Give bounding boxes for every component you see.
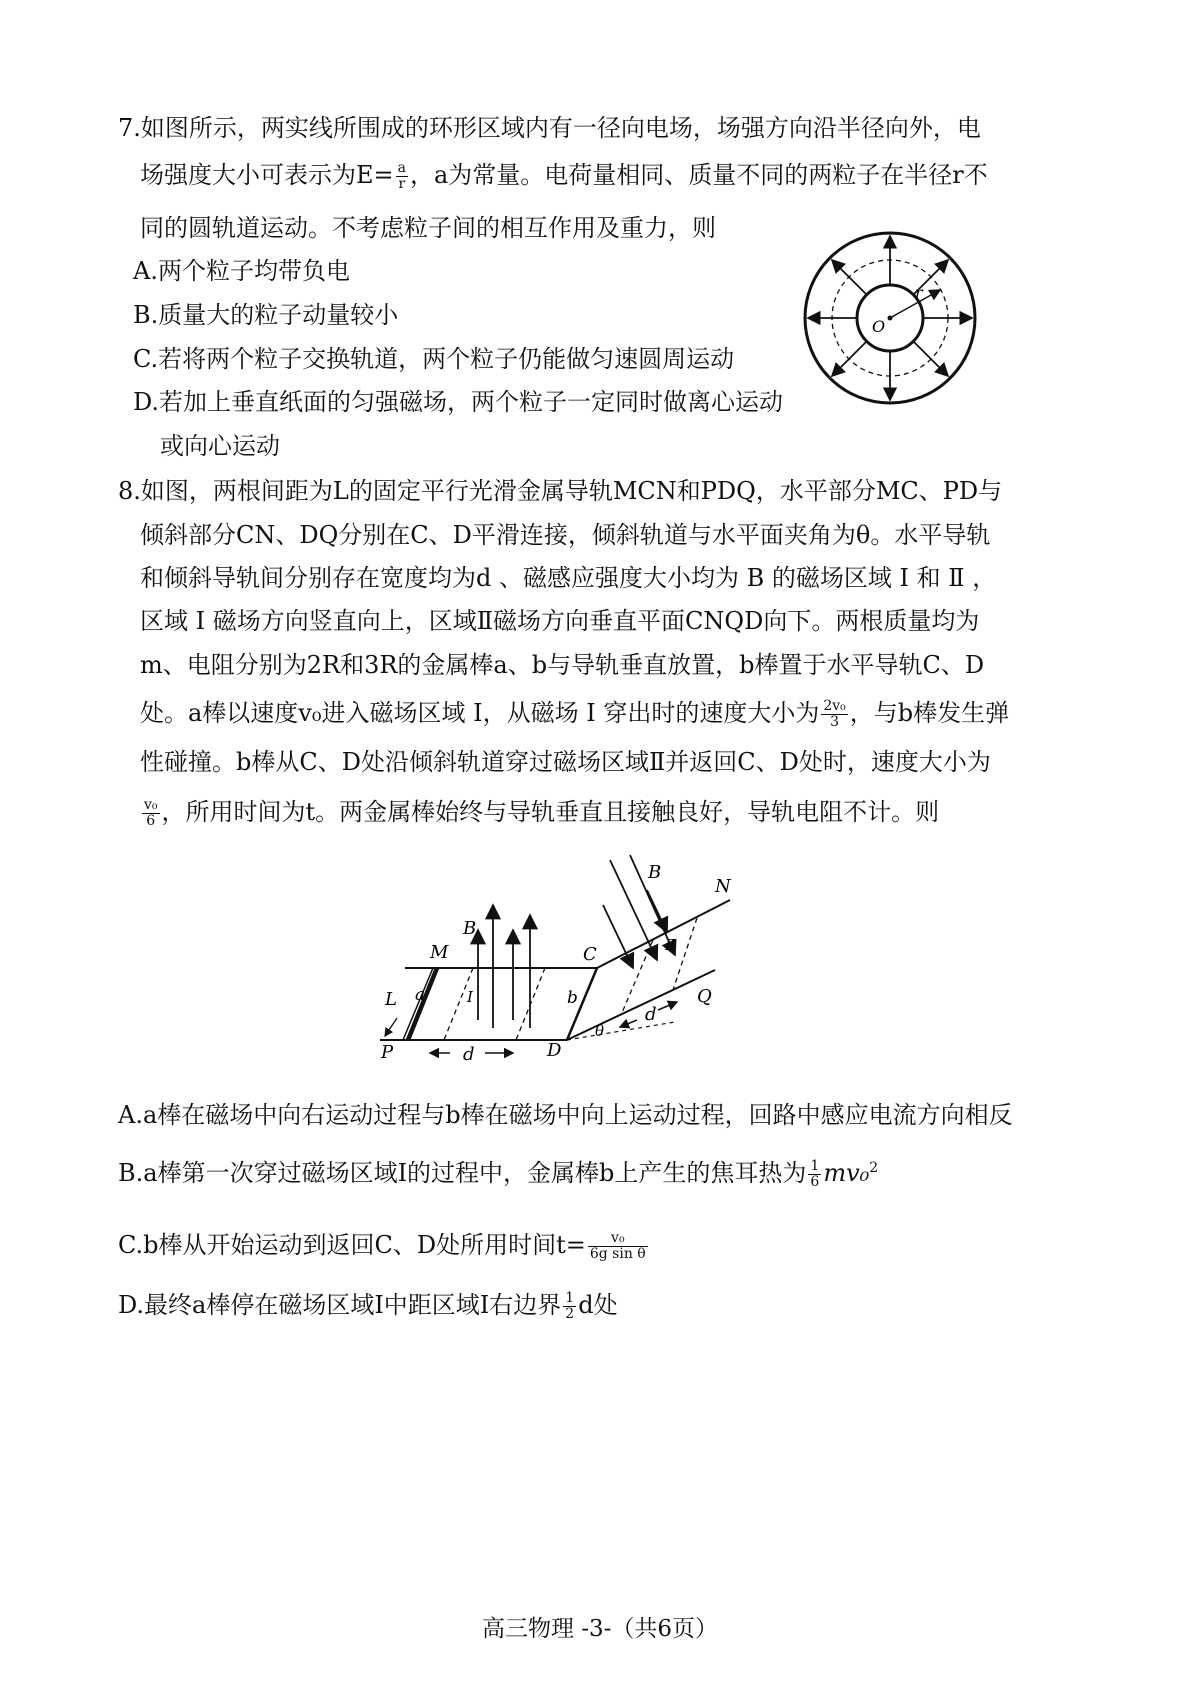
q8-line3: 和倾斜导轨间分别存在宽度均为d 、磁感应强度大小均为 B 的磁场区域 I 和 Ⅱ ， <box>140 564 997 592</box>
frac-den: 6 <box>810 1174 820 1190</box>
q8-fraction-2v0-3 <box>821 699 847 730</box>
q7-line1: 7.如图所示，两实线所围成的环形区域内有一径向电场，场强方向沿半径向外，电 <box>118 114 981 142</box>
q8-line2: 倾斜部分CN、DQ分别在C、D平滑连接，倾斜轨道与水平面夹角为θ。水平导轨 <box>140 521 991 549</box>
frac-num: 1 <box>565 1290 575 1306</box>
q8-option-b <box>118 1153 878 1190</box>
q8-line6-start: 处。a棒以速度v₀进入磁场区域 I，从磁场 I 穿出时的速度大小为 <box>140 699 820 727</box>
frac-den: 6 <box>146 813 156 829</box>
q8-fraction-v0-6 <box>142 798 160 829</box>
label-b-region2: B <box>648 862 662 883</box>
label-n: N <box>715 876 731 897</box>
q7-fraction <box>396 161 408 192</box>
frac-den: 2 <box>565 1306 575 1322</box>
label-c: C <box>583 944 597 965</box>
d2-arrow-up <box>658 1002 677 1010</box>
b-field-up-arrows <box>478 905 530 1028</box>
q8-option-d-end: d处 <box>578 1291 618 1319</box>
label-b-region1: B <box>463 918 477 939</box>
label-region-1: I <box>467 988 473 1006</box>
label-d-region1: d <box>463 1044 475 1065</box>
q8-rail-diagram <box>375 850 745 1065</box>
frac-den: 3 <box>830 714 840 730</box>
q8-line6-end: ，与b棒发生弹 <box>849 699 1010 727</box>
label-rod-a: a <box>415 985 426 1005</box>
label-q: Q <box>697 986 712 1007</box>
q7-option-d-line2: 或向心运动 <box>160 432 280 460</box>
frac-num: 2v₀ <box>823 698 846 714</box>
q7-frac-den: r <box>398 176 406 192</box>
q8-line1: 8.如图，两根间距为L的固定平行光滑金属导轨MCN和PDQ，水平部分MC、PD与 <box>118 477 1003 505</box>
label-m: M <box>430 942 449 963</box>
q7-line3: 同的圆轨道运动。不考虑粒子间的相互作用及重力，则 <box>140 214 716 242</box>
q8-line4: 区域 I 磁场方向竖直向上，区域Ⅱ磁场方向垂直平面CNQD向下。两根质量均为 <box>140 607 980 635</box>
frac-num: 1 <box>810 1158 820 1174</box>
q8-line7: 性碰撞。b棒从C、D处沿倾斜轨道穿过磁场区域Ⅱ并返回C、D处时，速度大小为 <box>140 748 991 776</box>
label-rod-b: b <box>567 988 578 1008</box>
q8-option-b-text: B.a棒第一次穿过磁场区域I的过程中，金属棒b上产生的焦耳热为 <box>118 1159 807 1187</box>
q8-line6 <box>140 698 1009 730</box>
frac-den: 6g sin θ <box>589 1246 646 1262</box>
q8-option-b-exponent: 2 <box>869 1160 879 1176</box>
q8-option-c-text: C.b棒从开始运动到返回C、D处所用时间t= <box>118 1231 586 1259</box>
label-d: D <box>547 1040 562 1061</box>
d2-arrow-down <box>620 1020 637 1027</box>
frac-num: v₀ <box>588 1231 648 1247</box>
label-o: O <box>872 317 886 336</box>
frac-num: v₀ <box>144 797 158 813</box>
q7-line2-start: 场强度大小可表示为E= <box>140 161 394 189</box>
q8-line8-end: ，所用时间为t。两金属棒始终与导轨垂直且接触良好，导轨电阻不计。则 <box>161 798 940 826</box>
q7-line2-end: ，a为常量。电荷量相同、质量不同的两粒子在半径r不 <box>410 161 988 189</box>
label-theta: θ <box>595 1022 605 1040</box>
q7-frac-num: a <box>397 160 406 176</box>
q8-line5: m、电阻分别为2R和3R的金属棒a、b与导轨垂直放置，b棒置于水平导轨C、D <box>140 651 985 679</box>
label-r: r <box>915 283 923 302</box>
q7-option-d-line1: D.若加上垂直纸面的匀强磁场，两个粒子一定同时做离心运动 <box>133 388 784 416</box>
label-region-2: Ⅱ <box>665 936 676 954</box>
q8-option-d-text: D.最终a棒停在磁场区域I中距区域I右边界 <box>118 1291 562 1319</box>
rail-dq <box>567 970 715 1040</box>
l-arrow <box>385 1018 397 1036</box>
q7-option-c: C.若将两个粒子交换轨道，两个粒子仍能做匀速圆周运动 <box>133 345 735 373</box>
q7-option-b: B.质量大的粒子动量较小 <box>133 301 399 329</box>
q8-line8 <box>140 797 939 829</box>
label-l: L <box>385 989 397 1010</box>
q7-field-diagram <box>800 228 980 408</box>
q8-option-c-fraction <box>588 1231 648 1262</box>
label-d-region2: d <box>645 1004 657 1025</box>
page-footer: 高三物理 -3-（共6页） <box>481 1616 719 1642</box>
q8-option-a: A.a棒在磁场中向右运动过程与b棒在磁场中向上运动过程，回路中感应电流方向相反 <box>118 1101 1013 1129</box>
q7-line2 <box>140 160 988 192</box>
q7-option-a: A.两个粒子均带负电 <box>133 257 350 285</box>
q8-option-b-fraction <box>808 1159 821 1190</box>
q8-option-d-fraction <box>563 1291 576 1322</box>
q8-option-b-mv0: mv₀ <box>823 1159 870 1187</box>
q8-option-c <box>118 1230 650 1262</box>
label-p: P <box>381 1042 394 1063</box>
horizontal-reference-dashed <box>567 1022 675 1040</box>
q8-option-d <box>118 1290 618 1322</box>
